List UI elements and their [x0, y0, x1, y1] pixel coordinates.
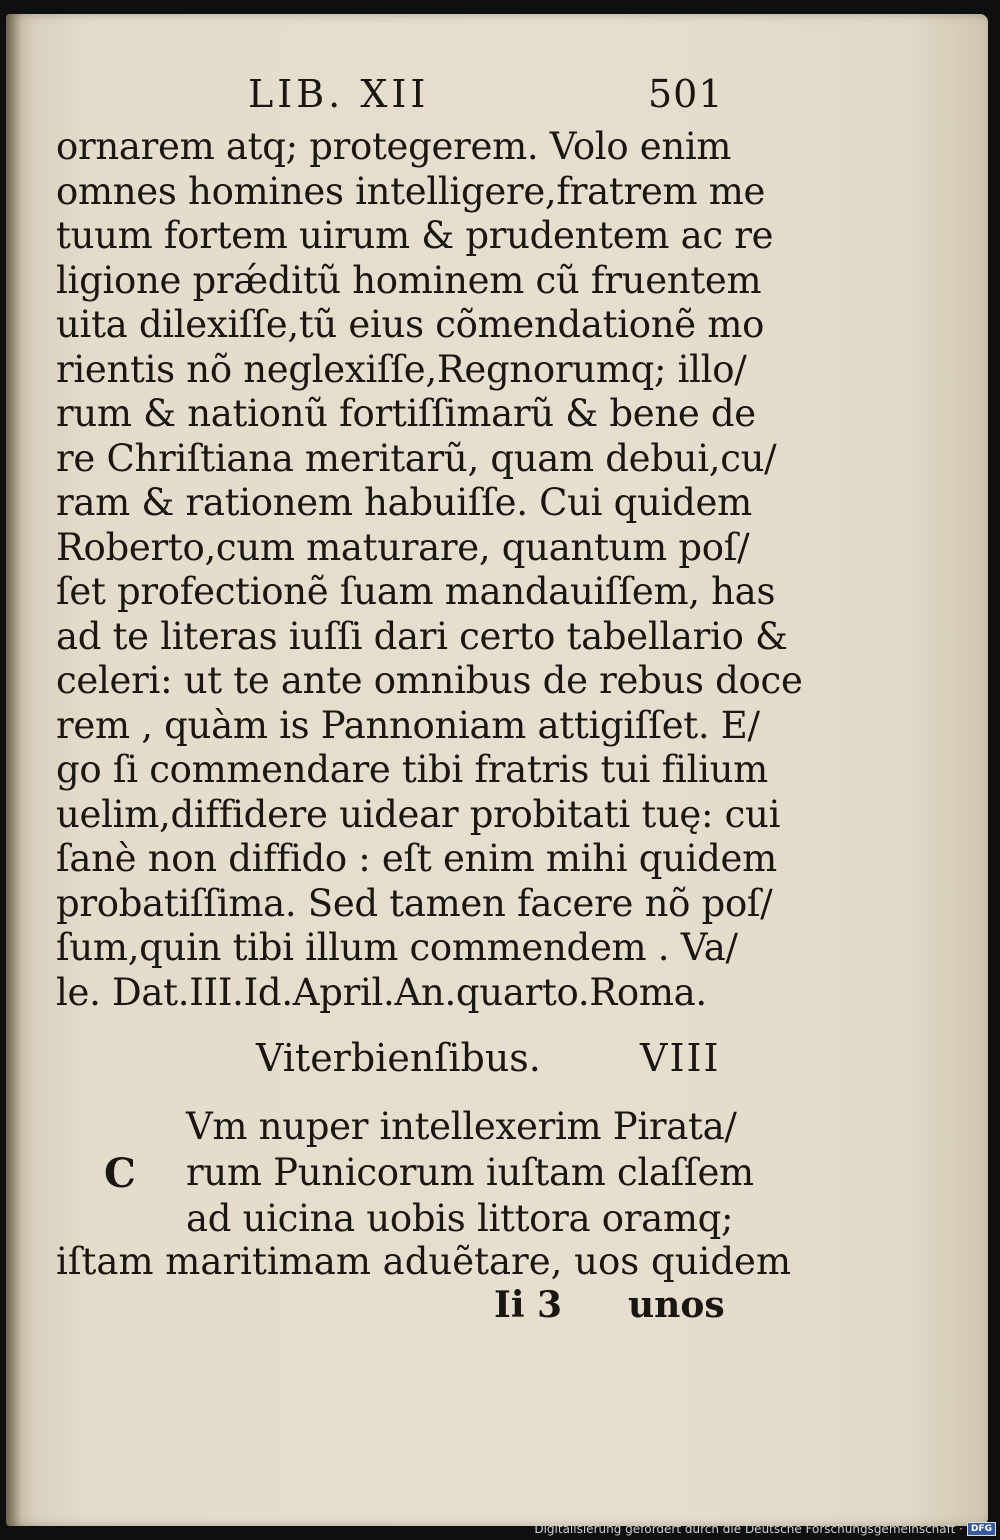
text-line: rum & nationũ fortiſſimarũ & bene de — [56, 392, 756, 435]
main-text-block — [56, 125, 803, 1015]
text-line: re Chriſtiana meritarũ, quam debui,cu/ — [56, 436, 777, 480]
text-line: ad uicina uobis littora oramq; — [186, 1197, 734, 1240]
text-line: uelim,diffidere uidear probitati tuę: cui — [56, 792, 781, 836]
text-line: Roberto,cum maturare, quantum poſ/ — [56, 525, 750, 569]
letter-heading-title: Viterbienſibus. — [256, 1036, 541, 1080]
text-line: rem , quàm is Pannoniam attigiſſet. E/ — [56, 703, 760, 747]
text-line: ſum,quin tibi illum commendem . Va/ — [56, 926, 738, 969]
digitization-footer — [534, 1520, 996, 1538]
text-line: ſet profectionẽ ſuam mandauiſſem, has — [56, 570, 776, 613]
signature-mark: Ii 3 — [494, 1284, 563, 1326]
text-line: tuum fortem uirum & prudentem ac re — [56, 214, 774, 257]
text-line: ram & rationem habuiſſe. Cui quidem — [56, 481, 752, 524]
text-line: probatiſſima. Sed tamen facere nõ poſ/ — [56, 881, 773, 925]
text-line: go ſi commendare tibi fratris tui filium — [56, 748, 768, 791]
catchword: unos — [628, 1284, 725, 1326]
text-line: ligione prǽditũ hominem cũ fruentem — [56, 258, 762, 302]
text-line: rientis nõ neglexiſſe,Regnorumq; illo/ — [56, 347, 747, 391]
text-line: rum Punicorum iuſtam claſſem — [186, 1151, 754, 1194]
text-line: celeri: ut te ante omnibus de rebus doce — [56, 659, 803, 702]
running-title: LIB. XII — [248, 72, 430, 116]
footer-credit: Digitalisierung gefördert durch die Deutsche Forschungsgemeinschaft · — [534, 1522, 963, 1536]
page-number: 501 — [648, 72, 724, 116]
drop-initial: C — [104, 1150, 136, 1197]
text-line: ad te literas iuſſi dari certo tabellario & — [56, 614, 788, 658]
letter-text-block — [186, 1104, 754, 1242]
text-line: iſtam maritimam aduẽtare, uos quidem — [56, 1240, 792, 1283]
text-line: le. Dat.III.Id.April.An.quarto.Roma. — [56, 970, 707, 1014]
page-gutter-shadow — [6, 14, 22, 1526]
text-line: Vm nuper intellexerim Pirata/ — [186, 1105, 737, 1148]
text-line: ſanè non diffido : eſt enim mihi quidem — [56, 837, 777, 880]
dfg-logo-icon: DFG — [967, 1522, 996, 1536]
text-line: uita dilexiſſe,tũ eius cõmendationẽ mo — [56, 303, 765, 346]
text-line: ornarem atq; protegerem. Volo enim — [56, 125, 732, 168]
letter-heading-number: VIII — [640, 1036, 721, 1080]
text-line: omnes homines intelligere,fratrem me — [56, 169, 766, 213]
